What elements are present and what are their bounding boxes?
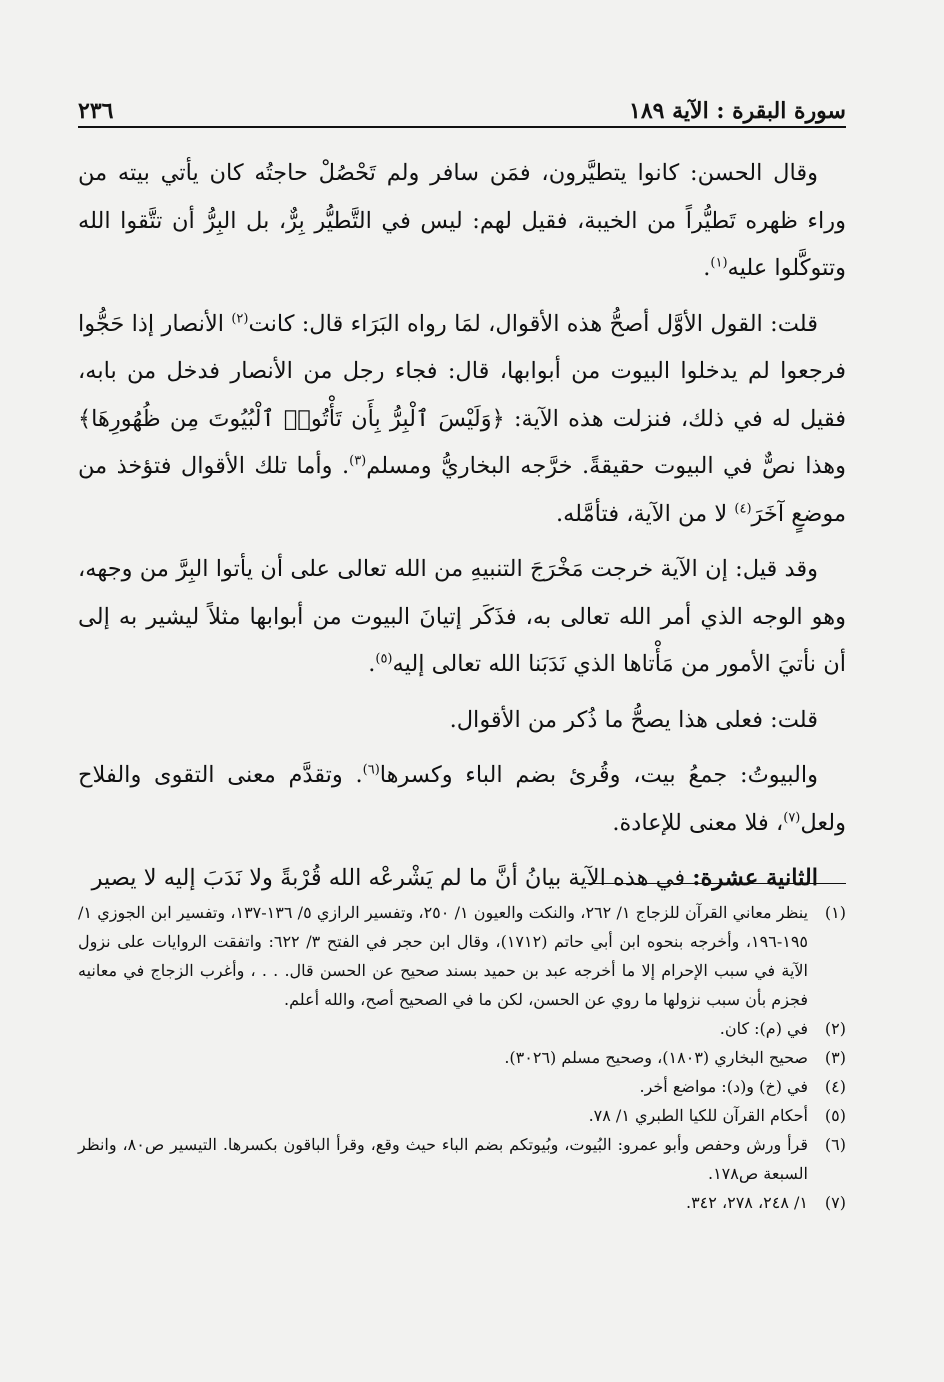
footnote-ref: (٧) <box>783 810 801 825</box>
footnote-ref: (٣) <box>349 453 367 469</box>
paragraph-1: وقال الحسن: كانوا يتطيَّرون، فمَن سافر ولم تَحْصُلْ حاجتُه كان يأتي بيته من وراء ظهره تَطيُّراً من الخيبة، فقيل لهم: ليس في التَّطيُّر بِرٌّ، بل البِرُّ أن تتَّقوا الله وتتوكَّلوا عليه$^{(١)}$. <box>78 160 846 281</box>
footnote-item: (٤) في (خ) و(د): مواضع أخر. <box>639 1077 846 1096</box>
surah-title: سورة البقرة : الآية ١٨٩ <box>629 98 846 124</box>
page-header <box>78 86 846 124</box>
section-heading: الثانية عشرة: <box>692 865 818 891</box>
paragraph-3: وقد قيل: إن الآية خرجت مَخْرَجَ التنبيهِ من الله تعالى على أن يأتوا البِرَّ من وجهه، وهو الوجه الذي أمر الله تعالى به، فذَكَر إتيانَ البيوت من أبوابها مثلاً ليشير به إلى أن نأتيَ الأمور من مَأْتاها الذي نَدَبَنا الله تعالى إليه$^{(٥)}$. <box>78 556 846 677</box>
footnote-ref: (٥) <box>375 651 393 667</box>
footnote-ref: (٦) <box>362 762 380 778</box>
header-rule <box>78 126 846 128</box>
footnote-item: (٦) قرأ ورش وحفص وأبو عمرو: البُيوت، وبُيوتكم بضم الباء حيث وقع، وقرأ الباقون بكسرها. التيسير ص٨٠، وانظر السبعة ص١٧٨. <box>78 1135 846 1183</box>
paragraph-2: قلت: القول الأوَّل أصحُّ هذه الأقوال، لمَا رواه البَرَاء قال: كانت$^{(٢)}$ الأنصار إذا حَجُّوا فرجعوا لم يدخلوا البيوت من أبوابها، قال: فجاء رجل من الأنصار فدخل من بابه، فقيل له في ذلك، فنزلت هذه الآية: ﴿وَلَيْسَ ٱلْبِرُّ بِأَن تَأْتُوا۟ ٱلْبُيُوتَ مِن ظُهُورِهَا﴾ وهذا نصٌّ في البيوت حقيقةً. خرَّجه البخاريُّ ومسلم$^{(٣)}$. وأما تلك الأقوال فتؤخذ من موضعٍ آخَرَ$^{(٤)}$ لا من الآية، فتأمَّله. <box>78 310 846 527</box>
footnote-item: (١) ينظر معاني القرآن للزجاج ١/ ٢٦٢، والنكت والعيون ١/ ٢٥٠، وتفسير الرازي ٥/ ١٣٦-١٣٧، وتفسير ابن الجوزي ١/ ١٩٥-١٩٦، وأخرجه بنحوه ابن أبي حاتم (١٧١٢)، وقال ابن حجر في الفتح ٣/ ٦٢٢: واتفقت الروايات على نزول الآية في سبب الإحرام إلا ما أخرجه عبد بن حميد بسند صحيح عن الحسن قال. . . ، وأغرب الزجاج في معانيه فجزم بأن سبب نزولها ما روي عن الحسن، لكن ما في الصحيح أصح، والله أعلم. <box>78 903 846 1009</box>
footnote-item: (٣) صحيح البخاري (١٨٠٣)، وصحيح مسلم (٣٠٢٦). <box>504 1048 846 1067</box>
footnote-ref: (٢) <box>231 311 249 326</box>
main-text <box>78 150 846 911</box>
footnotes <box>78 898 846 1217</box>
paragraph-4: قلت: فعلى هذا يصحُّ ما ذُكر من الأقوال. <box>449 706 818 733</box>
footnote-item: (٧) ١/ ٢٤٨، ٢٧٨، ٣٤٢. <box>685 1193 846 1212</box>
paragraph-6: الثانية عشرة: في هذه الآية بيانُ أنَّ ما لم يَشْرعْه الله قُرْبةً ولا نَدَبَ إليه لا يصير <box>91 865 818 891</box>
footnote-separator <box>585 883 846 884</box>
paragraph-5: والبيوتُ: جمعُ بيت، وقُرئ بضم الباء وكسرها$^{(٦)}$. وتقدَّم معنى التقوى والفلاح ولعل$^{(٧)}$، فلا معنى للإعادة. <box>78 762 846 836</box>
footnote-item: (٥) أحكام القرآن للكيا الطبري ١/ ٧٨. <box>588 1106 846 1125</box>
footnote-item: (٢) في (م): كان. <box>719 1019 846 1038</box>
page-number: ٢٣٦ <box>78 98 114 124</box>
footnote-ref: (١) <box>710 255 728 271</box>
footnote-ref: (٤) <box>734 501 752 516</box>
